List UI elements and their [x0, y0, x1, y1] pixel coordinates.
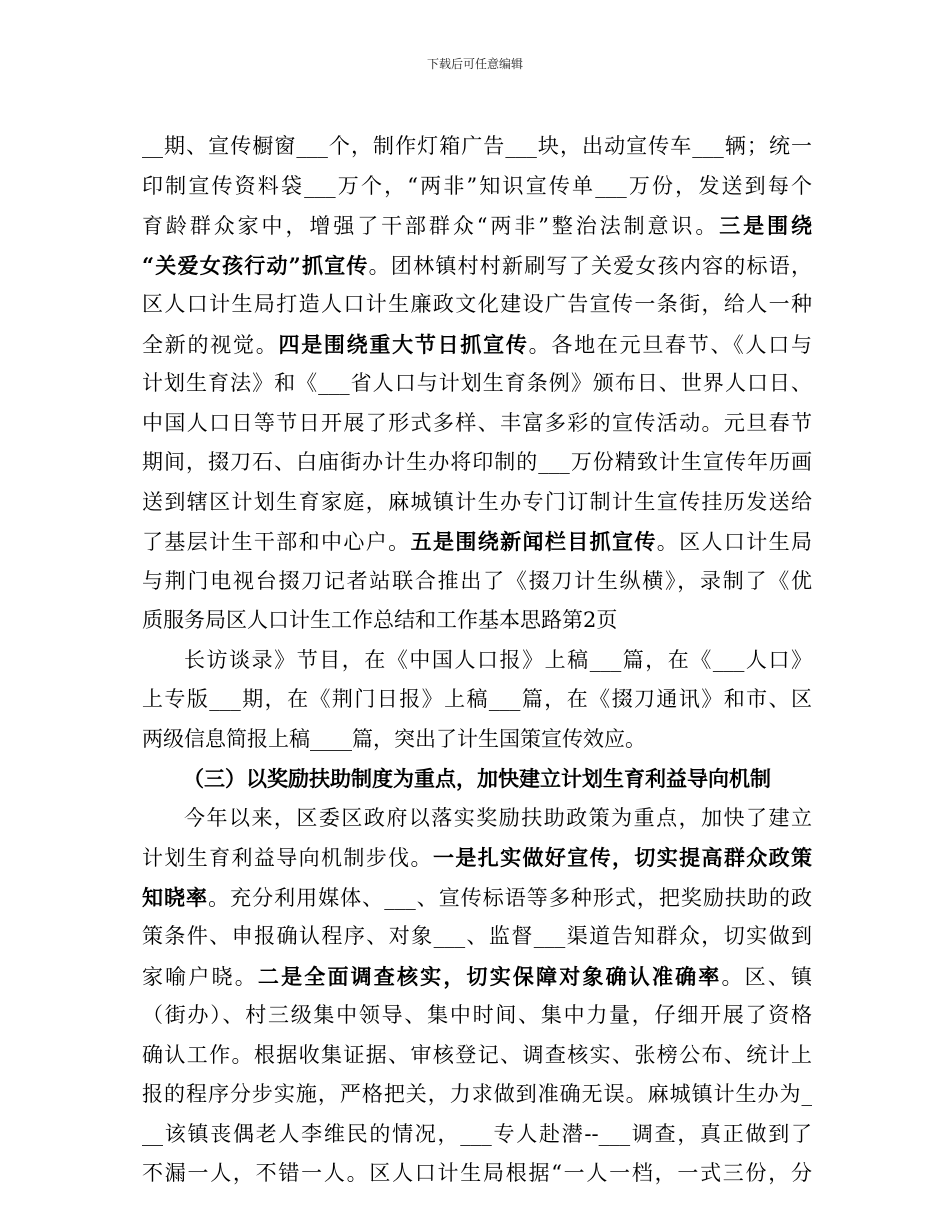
text-segment: 质服务局区人口计生工作总结和工作基本思路第2页: [142, 608, 618, 632]
text-line: [142, 641, 812, 681]
text-line: [142, 1154, 812, 1194]
text-segment: 长访谈录》节目，在《中国人口报》上稿___篇，在《___人口》: [184, 647, 812, 672]
text-segment: 两级信息简报上稿____篇，突出了计生国策宣传效应。: [142, 726, 646, 751]
text-line: [142, 483, 812, 523]
text-segment: 。各地在元旦春节、《人口与: [528, 332, 812, 357]
text-line: [142, 285, 812, 325]
bold-phrase: 四是围绕重大节日抓宣传: [278, 331, 529, 357]
text-segment: 。区人口计生局: [656, 530, 812, 554]
text-line: [142, 996, 812, 1036]
text-line: [142, 246, 812, 286]
text-segment: 全新的视觉。: [142, 332, 279, 357]
text-line: [142, 917, 812, 957]
text-line: [142, 127, 812, 167]
document-body: [142, 127, 812, 1194]
text-line: [142, 720, 812, 760]
text-line: [142, 838, 812, 878]
text-line: [142, 957, 812, 997]
bold-phrase: “关爱女孩行动”抓宣传: [142, 252, 369, 278]
text-segment: 。区、镇: [721, 964, 812, 989]
text-segment: 育龄群众家中，增强了干部群众“两非”整治法制意识。: [142, 214, 720, 238]
text-line: [142, 325, 812, 365]
text-segment: 报的程序分步实施，严格把关，力求做到准确无误。麻城镇计生办为_: [142, 1082, 812, 1106]
bold-phrase: 三是围绕: [719, 213, 812, 238]
bold-phrase: 五是围绕新闻栏目抓宣传: [410, 529, 657, 554]
text-segment: 计划生育利益导向机制步伐。: [142, 846, 433, 870]
text-segment: 不漏一人，不错一人。区人口计生局根据“一人一档，一式三份，分: [142, 1161, 812, 1185]
text-segment: 。团林镇村村新刷写了关爱女孩内容的标语，: [368, 253, 812, 278]
text-segment: 中国人口日等节日开展了形式多样、丰富多彩的宣传活动。元旦春节: [142, 410, 812, 435]
text-line: [142, 562, 812, 602]
text-line: [142, 601, 812, 641]
text-line: [142, 364, 812, 404]
text-line: [142, 1115, 812, 1155]
text-segment: 今年以来，区委区政府以落实奖励扶助政策为重点，加快了建立: [184, 805, 812, 830]
text-segment: 计划生育法》和《___省人口与计划生育条例》颁布日、世界人口日、: [142, 371, 812, 395]
text-line: [142, 404, 812, 444]
text-segment: 策条件、申报确认程序、对象___、监督___渠道告知群众，切实做到: [142, 924, 812, 948]
text-segment: __该镇丧偶老人李维民的情况，___专人赴潜--___调查，真正做到了: [142, 1121, 812, 1146]
section-heading: [142, 759, 812, 799]
text-segment: 确认工作。根据收集证据、审核登记、调查核实、张榜公布、统计上: [142, 1042, 812, 1067]
text-segment: 与荆门电视台掇刀记者站联合推出了《掇刀计生纵横》，录制了《优: [142, 568, 812, 593]
text-segment: 期间，掇刀石、白庙街办计生办将印制的___万份精致计生宣传年历画: [142, 450, 812, 474]
text-segment: 家喻户晓。: [142, 964, 258, 989]
text-line: [142, 522, 812, 562]
text-segment: 了基层计生干部和中心户。: [142, 530, 411, 554]
text-line: [142, 799, 812, 839]
text-segment: 区人口计生局打造人口计生廉政文化建设广告宣传一条街，给人一种: [142, 292, 812, 316]
text-line: [142, 1036, 812, 1076]
text-line: [142, 206, 812, 246]
bold-phrase: （三）以奖励扶助制度为重点，加快建立计划生育利益导向机制: [183, 766, 771, 791]
text-line: [142, 1075, 812, 1115]
page-header: 下载后可任意编辑: [426, 57, 523, 71]
text-line: [142, 443, 812, 483]
text-segment: （街办）、村三级集中领导、集中时间、集中力量，仔细开展了资格: [142, 1003, 812, 1027]
text-line: [142, 680, 812, 720]
text-segment: 。充分利用媒体、___、宣传标语等多种形式，把奖励扶助的政: [208, 885, 812, 910]
text-line: [142, 878, 812, 918]
text-segment: 送到辖区计划生育家庭，麻城镇计生办专门订制计生宣传挂历发送给: [142, 489, 812, 514]
bold-phrase: 一是扎实做好宣传，切实提高群众政策: [432, 845, 812, 870]
text-line: [142, 167, 812, 207]
bold-phrase: 知晓率: [142, 884, 209, 910]
bold-phrase: 二是全面调查核实，切实保障对象确认准确率: [257, 963, 722, 989]
text-segment: __期、宣传橱窗___个，制作灯箱广告___块，出动宣传车___辆；统一: [142, 134, 812, 158]
text-segment: 上专版___期，在《荆门日报》上稿___篇，在《掇刀通讯》和市、区: [142, 687, 812, 711]
text-segment: 印制宣传资料袋___万个，“两非”知识宣传单___万份，发送到每个: [142, 173, 812, 198]
